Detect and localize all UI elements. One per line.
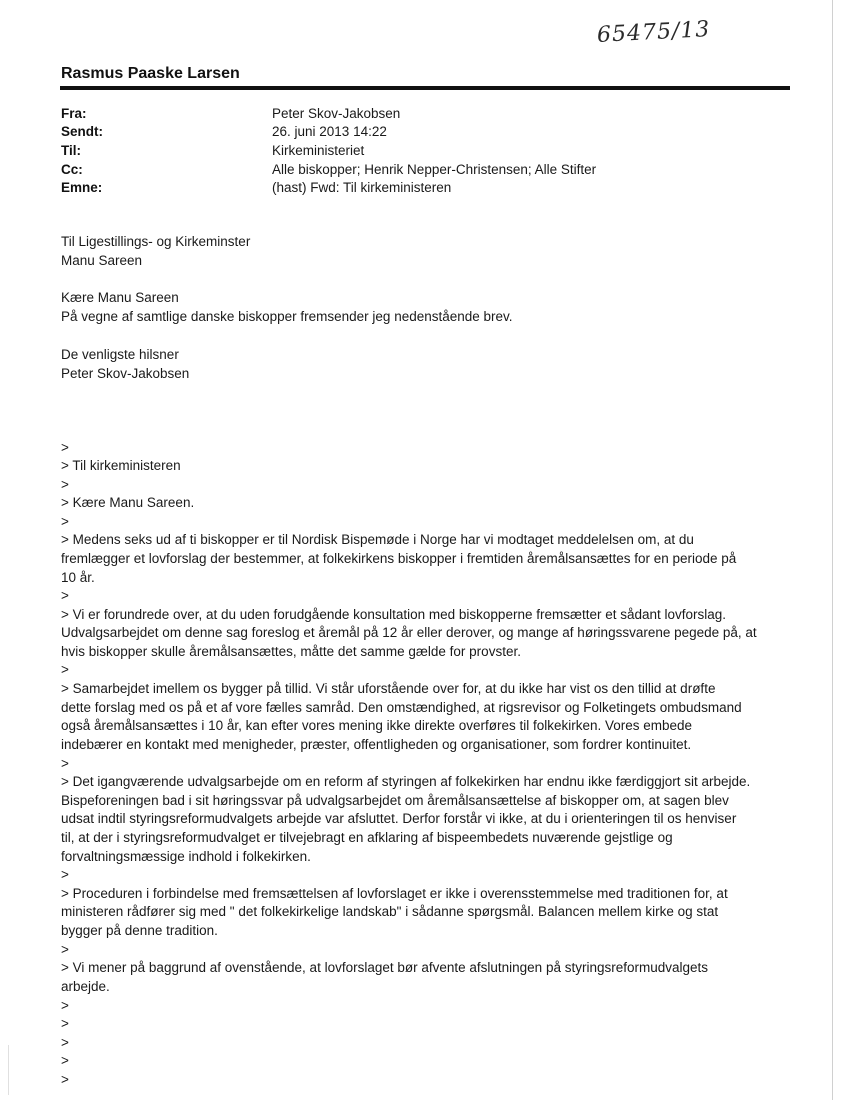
header-divider: [60, 86, 790, 90]
body-line: indebærer en kontakt med menigheder, præster, offentligheden og organisationer, som fordrer kontinuitet.: [61, 737, 692, 752]
body-line: Til Ligestillings- og Kirkeminster: [61, 234, 251, 249]
body-line: Udvalgsarbejdet om denne sag foreslog et åremål på 12 år eller derover, og mange af høringssvarene pegede på, at: [61, 625, 757, 640]
handwritten-journal-number: 65475/13: [596, 17, 711, 48]
body-line: hvis biskopper skulle åremålsansættes, måtte det samme gælde for provster.: [61, 644, 521, 659]
body-line: >: [61, 1053, 69, 1068]
to-label: Til:: [61, 143, 81, 158]
body-line: forvaltningsmæssige indhold i folkekirken.: [61, 849, 311, 864]
body-line: >: [61, 1035, 69, 1050]
body-line: >: [61, 756, 69, 771]
body-line: > Medens seks ud af ti biskopper er til Nordisk Bispemøde i Norge har vi modtaget meddelelsen om, at du: [61, 532, 694, 547]
cc-label: Cc:: [61, 162, 83, 177]
from-label: Fra:: [61, 106, 87, 121]
scan-edge-line: [832, 0, 833, 1100]
body-line: fremlægger et lovforslag der bestemmer, at folkekirkens biskopper i fremtiden åremålsansættes for en periode på: [61, 551, 737, 566]
body-line: Kære Manu Sareen: [61, 290, 179, 305]
body-line: arbejde.: [61, 979, 110, 994]
body-line: 10 år.: [61, 570, 95, 585]
sent-label: Sendt:: [61, 124, 103, 139]
body-line: >: [61, 440, 69, 455]
body-line: ministeren rådfører sig med " det folkekirkelige landskab" i sådanne spørgsmål. Balancen mellem kirke og stat: [61, 904, 719, 919]
body-line: dette forslag med os på et af vore fælles samråd. Den omstændighed, at rigsrevisor og Folketingets ombudsmand: [61, 700, 742, 715]
body-line: > Til kirkeministeren: [61, 458, 181, 473]
body-line: >: [61, 662, 69, 677]
from-value: Peter Skov-Jakobsen: [272, 106, 401, 121]
body-line: udsat indtil styringsreformudvalgets arbejde var afsluttet. Derfor forstår vi ikke, at du i orienteringen til os henviser: [61, 811, 737, 826]
body-line: > Samarbejdet imellem os bygger på tillid. Vi står uforstående over for, at du ikke har vist os den tillid at drøfte: [61, 681, 716, 696]
subject-label: Emne:: [61, 180, 103, 195]
body-line: Peter Skov-Jakobsen: [61, 366, 190, 381]
body-line: >: [61, 942, 69, 957]
body-line: til, at der i styringsreformudvalget er tilvejebragt en afklaring af bispeembedets nuværende gejstlige og: [61, 830, 673, 845]
body-line: Manu Sareen: [61, 253, 143, 268]
scan-edge-mark: [8, 1045, 9, 1095]
body-line: >: [61, 514, 69, 529]
sent-value: 26. juni 2013 14:22: [272, 124, 387, 139]
body-line: De venligste hilsner: [61, 347, 179, 362]
body-line: bygger på denne tradition.: [61, 923, 218, 938]
body-line: > Proceduren i forbindelse med fremsættelsen af lovforslaget er ikke i overensstemmelse med traditionen for, at: [61, 886, 728, 901]
body-line: >: [61, 867, 69, 882]
mailbox-owner-name: Rasmus Paaske Larsen: [61, 65, 240, 82]
cc-value: Alle biskopper; Henrik Nepper-Christensen; Alle Stifter: [272, 162, 597, 177]
body-line: >: [61, 588, 69, 603]
body-line: På vegne af samtlige danske biskopper fremsender jeg nedenstående brev.: [61, 309, 513, 324]
to-value: Kirkeministeriet: [272, 143, 365, 158]
body-line: >: [61, 998, 69, 1013]
body-line: > Vi mener på baggrund af ovenstående, at lovforslaget bør afvente afslutningen på styringsreformudvalgets: [61, 960, 709, 975]
body-line: > Det igangværende udvalgsarbejde om en reform af styringen af folkekirken har endnu ikke færdiggjort sit arbejde.: [61, 774, 751, 789]
subject-value: (hast) Fwd: Til kirkeministeren: [272, 180, 452, 195]
body-line: >: [61, 477, 69, 492]
body-line: Bispeforeningen bad i sit høringssvar på udvalgsarbejdet om åremålsansættelse af biskopper om, at sagen blev: [61, 793, 729, 808]
body-line: > Vi er forundrede over, at du uden forudgående konsultation med biskopperne fremsætter et sådant lovforslag.: [61, 607, 727, 622]
body-line: > Kære Manu Sareen.: [61, 495, 195, 510]
body-line: >: [61, 1016, 69, 1031]
body-line: også åremålsansættes i 10 år, kan efter vores mening ikke direkte overføres til folkekirken. Vores embede: [61, 718, 693, 733]
body-line: >: [61, 1072, 69, 1087]
